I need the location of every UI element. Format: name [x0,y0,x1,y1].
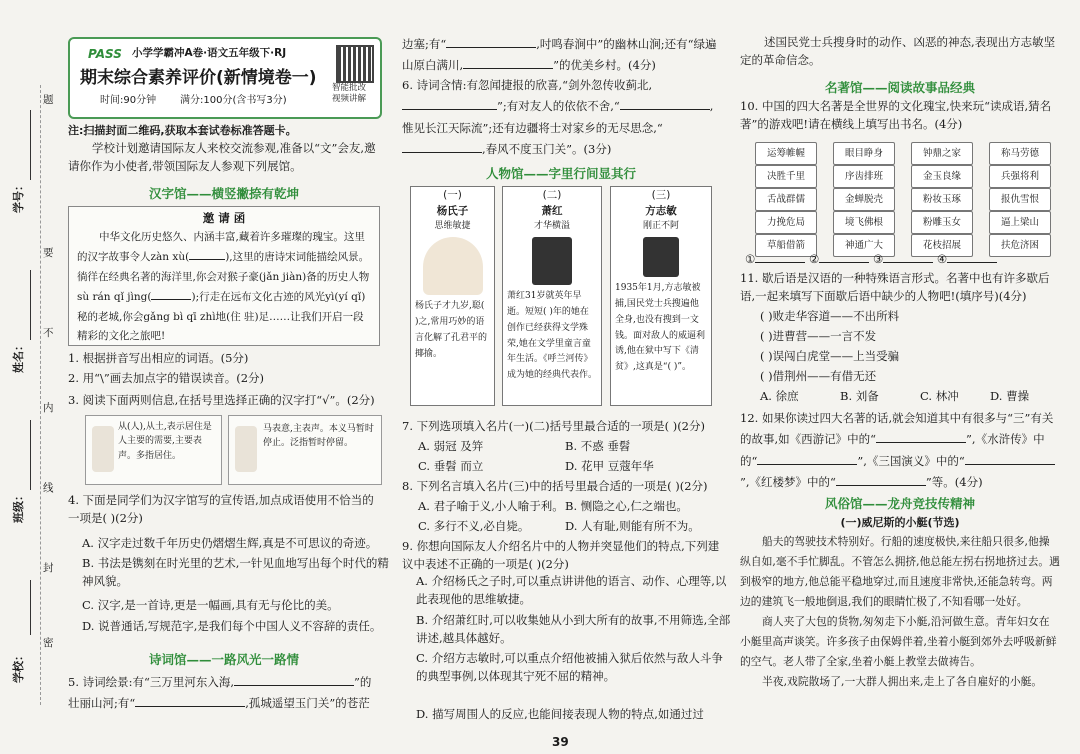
hall5-title: 风俗馆——龙舟竞技传精神 [824,496,975,511]
idiom-cell: 力挽危局 [755,211,817,234]
idiom-cell: 神通广大 [833,234,895,257]
margin-char: 封 [43,562,54,574]
scholar-icon [235,426,257,472]
scholar-icon [92,426,114,472]
person-card-2: (二) 萧红 才华横溢 萧红31岁就英年早逝。短短( )年的她在创作已经获得文学殊荣,她在文学里童言童年生活。《呼兰河传》成为她的经典代表作。 [502,186,602,406]
dashed-line [40,85,41,705]
idiom-cell: 境飞佛根 [833,211,895,234]
hall4-title: 名著馆——阅读故事品经典 [824,80,975,95]
answer-blank[interactable] [965,452,1055,465]
portrait-photo-icon [532,237,572,285]
exam-score: 满分:100分(含书写3分) [180,95,287,106]
q9-option[interactable]: D. 描写周围人的反应,也能间接表现人物的特点,如通过过 [416,707,704,721]
answer-blank[interactable] [947,250,997,263]
answer-blank[interactable] [234,673,354,686]
q8-option[interactable]: C. 多行不义,必自毙。 [418,519,530,533]
answer-blank[interactable] [446,35,536,48]
question-1: 1. 根据拼音写出相应的词语。(5分) [68,351,249,365]
q9-option[interactable]: A. 介绍杨氏之子时,可以重点讲讲他的语言、动作、心理等,以此表现他的思维敏捷。 [416,574,727,606]
margin-char: 密 [43,637,54,649]
child-illustration-icon [423,237,483,295]
page-title: 期末综合素养评价(新情境卷一) [80,68,317,88]
idiom-cell: 报仇雪恨 [989,188,1051,211]
grid-answers: ① ② ③ ④ [745,250,1060,269]
reading-passage [740,532,1060,692]
answer-blank[interactable] [819,250,869,263]
q7-option[interactable]: A. 弱冠 及笄 [418,439,484,453]
idiom-cell: 扶危济困 [989,234,1051,257]
question-4: 4. 下面是同学们为汉字馆写的宣传语,加点成语使用不恰当的一项是( )(2分) [68,493,374,525]
q11-item[interactable]: ( )误闯白虎堂——上当受骗 [760,349,900,363]
person-card-3: (三) 方志敏 刚正不阿 1935年1月,方志敏被捕,国民党士兵搜遍他全身,也没有搜到一文钱。面对敌人的威逼利诱,他在狱中写下《清贫》,这真是“( )”。 [610,186,712,406]
answer-blank[interactable] [836,473,926,486]
q11-item[interactable]: ( )败走华容道——不出所料 [760,309,900,323]
idiom-cell: 运筹帷幄 [755,142,817,165]
idiom-cell: 花枝招展 [911,234,973,257]
question-12: 12. 如果你读过四大名著的话,就会知道其中有很多与“三”有关的故事,如《西游记》中的“ ”,《水浒传》中的“ ”,《三国演义》中的“”,《红楼梦》中的“ ”等。(4分) [740,411,1054,489]
answer-blank[interactable] [402,140,482,153]
q4-option[interactable]: C. 汉字,是一首诗,更是一幅画,具有无与伦比的美。 [82,598,339,612]
answer-blank[interactable] [883,250,933,263]
q9-option[interactable]: C. 介绍方志敏时,可以重点介绍他被捕入狱后依然与敌人斗争的典型事例,以体现其宁死不屈的精神。 [416,651,723,683]
q11-option[interactable]: B. 刘备 [840,389,879,403]
info-card-2: 马表意,主表声。本义马暂时停止。泛指暂时停留。 [228,415,382,485]
answer-blank[interactable] [876,430,966,443]
field-name[interactable]: 姓名： [8,270,38,400]
idiom-column [833,142,895,257]
question-3: 3. 阅读下面两则信息,在括号里选择正确的汉字打“√”。(2分) [68,393,375,407]
idiom-cell: 序齿排班 [833,165,895,188]
margin-char: 线 [43,482,54,494]
field-student-id[interactable]: 学号： [8,110,38,240]
q9-continued: 述国民党士兵搜身时的动作、凶恶的神态,表现出方志敏坚定的革命信念。 [740,35,1056,67]
answer-blank[interactable] [135,694,245,707]
q9-option[interactable]: B. 介绍萧红时,可以收集她从小到大所有的故事,不用筛选,全部讲述,越具体越好。 [416,613,731,645]
idiom-cell: 粉妆玉琢 [911,188,973,211]
question-10: 10. 中国的四大名著是全世界的文化瑰宝,快来玩“读成语,猜名著”的游戏吧!请在横线上填写出书名。(4分) [740,99,1052,131]
exam-time: 时间:90分钟 [100,95,157,106]
qr-code-icon[interactable] [336,45,374,83]
pass-logo: PASS [88,47,122,61]
answer-blank[interactable] [463,56,553,69]
question-7: 7. 下列选项填入名片(一)(二)括号里最合适的一项是( )(2分) [402,419,705,433]
q11-option[interactable]: C. 林冲 [920,389,959,403]
margin-char: 要 [43,247,54,259]
idiom-cell: 兵强将利 [989,165,1051,188]
field-class[interactable]: 班级： [8,420,38,550]
q11-item[interactable]: ( )进曹营——一言不发 [760,329,877,343]
info-card-1: 从(人),从土,表示居住是人主要的需要,主要表声。多指居住。 [85,415,222,485]
q4-option[interactable]: A. 汉字走过数千年历史仍熠熠生辉,真是不可思议的奇迹。 [82,536,378,550]
passage-paragraph: 商人夹了大包的货物,匆匆走下小艇,沿河做生意。青年妇女在小艇里高声谈笑。许多孩子由保姆伴着,坐着小艇到郊外去呼吸新鲜的空气。老人带了全家,坐着小艇上教堂去做祷告。 [740,614,1057,668]
question-2: 2. 用“\”画去加点字的错误读音。(2分) [68,371,265,385]
idiom-cell: 逼上梁山 [989,211,1051,234]
idiom-cell: 舌战群儒 [755,188,817,211]
q7-option[interactable]: D. 花甲 豆蔻年华 [565,459,654,473]
page-number: 39 [552,735,569,749]
hall1-title: 汉字馆——横竖撇捺有乾坤 [148,186,299,201]
person-card-1: (一) 杨氏子 思维敏捷 杨氏子才九岁,聪( )之,常用巧妙的语言化解了孔君平的揶揄。 [410,186,495,406]
q4-option[interactable]: D. 说普通话,写规范字,是我们每个中国人义不容辞的责任。 [82,619,382,633]
passage-paragraph: 船夫的驾驶技术特别好。行船的速度极快,来往船只很多,他操纵自如,毫不手忙脚乱。不管怎么拥挤,他总能左拐右拐地挤过去。遇到极窄的地方,他总能平稳地穿过,而且速度非常快,还能急转弯。两边的建筑飞一般地倒退,我们的眼睛忙极了,不知看哪一处好。 [740,535,1060,608]
letter-text: ),这里的唐诗宋词能描绘风景。徜徉在经典名著的海洋里,你会对猴子豪(jǎn jiàn)备的历史人物sù rán qǐ jìng( [77,251,370,304]
question-6: 6. 诗词含情:有忽闻捷报的欣喜,“剑外忽传收蓟北,”;有对友人的依依不舍,“ ,惟见长江天际流”;还有边疆将士对家乡的无尽思念,“,春风不度玉门关”。(3分) [402,78,714,156]
idiom-cell: 金蝉脱壳 [833,188,895,211]
answer-blank[interactable] [757,452,857,465]
letter-text: );行走在远布文化古迹的风光yì(yí qǐ)秘的老城,你会gǎng bì qī zhì地(住 驻)足……让我们开启一段精彩的文化之旅吧! [77,291,366,342]
question-5: 5. 诗词绘景:有“三万里河东入海, ”的壮丽山河;有“ ,孤城遥望玉门关”的苍茫 [68,675,372,710]
scan-note: 注:扫描封面二维码,获取本套试卷标准答题卡。 [68,124,297,137]
q4-option[interactable]: B. 书法是镌刻在时光里的艺术,一针见血地写出每个时代的精神风貌。 [82,556,389,588]
portrait-photo-icon [643,237,679,277]
margin-char: 题 [43,94,54,106]
question-9: 9. 你想向国际友人介绍名片中的人物并突显他们的特点,下列建议中表述不正确的一项是( )(2分) [402,539,720,571]
margin-char: 不 [43,327,54,339]
q8-option[interactable]: A. 君子喻于义,小人喻于利。 [418,499,564,513]
idiom-grid [755,142,1050,251]
idiom-cell: 粉雕玉女 [911,211,973,234]
idiom-cell: 决胜千里 [755,165,817,188]
idiom-cell: 眼目睁身 [833,142,895,165]
letter-title: 邀 请 函 [202,211,246,225]
idiom-cell: 草船借箭 [755,234,817,257]
idiom-column [911,142,973,257]
series-name: 小学学霸冲A卷·语文五年级下·RJ [132,47,287,59]
binding-margin [0,0,62,754]
idiom-column [989,142,1051,257]
q11-option[interactable]: A. 徐庶 [760,389,799,403]
invitation-letter [68,206,380,346]
q11-item[interactable]: ( )借荆州——有借无还 [760,369,877,383]
answer-blank[interactable] [755,250,805,263]
hall3-title: 人物馆——字里行间显其行 [485,166,636,181]
intro-text: 学校计划邀请国际友人来校交流参观,准备以“文”会友,邀请你作为小使者,带领国际友人参观下列展馆。 [68,141,376,173]
q7-option[interactable]: C. 垂髫 而立 [418,459,484,473]
idiom-cell: 钟鼎之家 [911,142,973,165]
q7-option[interactable]: B. 不惑 垂髫 [565,439,631,453]
idiom-column [755,142,817,257]
margin-char: 内 [43,402,54,414]
question-11: 11. 歇后语是汉语的一种特殊语言形式。名著中也有许多歇后语,一起来填写下面歇后语中缺少的人物吧!(填序号)(4分) [740,271,1050,303]
field-school[interactable]: 学校： [8,580,38,710]
q8-option[interactable]: B. 恻隐之心,仁之端也。 [565,499,688,513]
hall2-title: 诗词馆——一路风光一路情 [148,652,299,667]
idiom-cell: 金玉良缘 [911,165,973,188]
qr-caption: 智能批改 视频讲解 [332,83,367,105]
answer-blank[interactable] [620,97,710,110]
passage-paragraph: 半夜,戏院散场了,一大群人拥出来,走上了各自雇好的小艇。 [762,674,1043,688]
letter-text: 中华文化历史悠久、内涵丰富,藏着许多璀璨的瑰宝。这里的汉字故事令人zàn xù( [77,230,365,264]
q8-option[interactable]: D. 人有耻,则能有所不为。 [565,519,700,533]
question-8: 8. 下列名言填入名片(三)中的括号里最合适的一项是( )(2分) [402,479,708,493]
q5-continued: 边塞;有“ ,吋鸣春涧中”的幽林山涧;还有“绿遍山原白满川, ”的优美乡村。(4分) [402,37,717,72]
q11-option[interactable]: D. 曹操 [990,389,1030,403]
answer-blank[interactable] [402,97,497,110]
reading-title: (一)威尼斯的小艇(节选) [840,516,960,529]
exam-header [68,37,382,119]
idiom-cell: 称马劳德 [989,142,1051,165]
